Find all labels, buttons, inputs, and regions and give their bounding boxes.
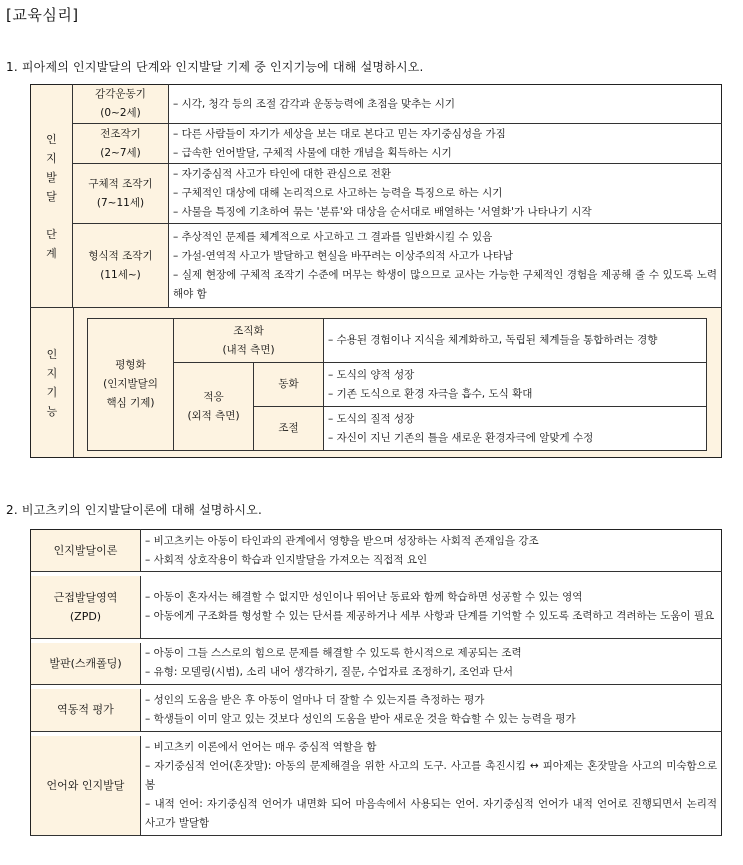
equilibration-table xyxy=(87,318,707,451)
organization-label: 조직화 (내적 측면) xyxy=(174,319,324,363)
row-label: 언어와 인지발달 xyxy=(31,736,141,836)
stage-description: – 자기중심적 사고가 타인에 대한 관심으로 전환 – 구체적인 대상에 대해 논리적으로 사고하는 능력을 특징으로 하는 시기 – 사물을 특징에 기초하여 묶는 '분류'와 대상을 순서대로 배열하는 '서열화'가 나타나기 시작 xyxy=(169,164,722,224)
row-label: 근접발달영역 (ZPD) xyxy=(31,576,141,638)
accommodation-label: 조절 xyxy=(254,407,324,451)
vygotsky-table xyxy=(30,529,722,836)
row-description: – 성인의 도움을 받은 후 아동이 얼마나 더 잘할 수 있는지를 측정하는 평가 – 학생들이 이미 알고 있는 것보다 성인의 도움을 받아 새로운 것을 학습할 수 있는 능력을 평가 xyxy=(141,689,722,731)
stage-name: 전조작기 (2~7세) xyxy=(73,124,169,164)
row-description: – 아동이 혼자서는 해결할 수 없지만 성인이나 뛰어난 동료와 함께 학습하면 성공할 수 있는 영역 – 아동에게 구조화를 형성할 수 있는 단서를 제공하거나 세부 사항과 단계를 기억할 수 있도록 조력하고 격려하는 도움이 필요 xyxy=(141,576,722,638)
stage-description: – 추상적인 문제를 체계적으로 사고하고 그 결과를 일반화시킬 수 있음 – 가설-연역적 사고가 발달하고 현실을 바꾸려는 이상주의적 사고가 나타남 – 실제 현장에 구체적 조작기 수준에 머무는 학생이 많으므로 교사는 가능한 구체적인 경험을 제공해 줄 수 있도록 노력해야 함 xyxy=(169,224,722,308)
organization-description: – 수용된 경험이나 지식을 체계화하고, 독립된 체계들을 통합하려는 경향 xyxy=(324,319,707,363)
cognitive-function-cell xyxy=(31,308,722,458)
stage-description: – 다른 사람들이 자기가 세상을 보는 대로 본다고 믿는 자기중심성을 가짐 – 급속한 언어발달, 구체적 사물에 대한 개념을 획득하는 시기 xyxy=(169,124,722,164)
stage-name: 형식적 조작기 (11세~) xyxy=(73,224,169,308)
accommodation-description: – 도식의 질적 성장 – 자신이 지닌 기존의 틀을 새로운 환경자극에 알맞게 수정 xyxy=(324,407,707,451)
assimilation-description: – 도식의 양적 성장 – 기존 도식으로 환경 자극을 흡수, 도식 확대 xyxy=(324,363,707,407)
section-title: [교육심리] xyxy=(6,6,79,24)
piaget-table xyxy=(30,84,722,458)
equilibration-label: 평형화 (인지발달의 핵심 기제) xyxy=(88,319,174,451)
stage-name: 감각운동기 (0~2세) xyxy=(73,85,169,124)
function-vertical-label: 인 지 기 능 xyxy=(31,308,74,457)
stage-name: 구체적 조작기 (7~11세) xyxy=(73,164,169,224)
row-label: 인지발달이론 xyxy=(31,530,141,572)
question-2-title: 2. 비고츠키의 인지발달이론에 대해 설명하시오. xyxy=(6,503,262,517)
row-description: – 비고츠키 이론에서 언어는 매우 중심적 역할을 함 – 자기중심적 언어(혼잣말): 아동의 문제해결을 위한 사고의 도구. 사고를 촉진시킴 ↔ 피아제는 혼잣말을 사고의 미숙함으로 봄 – 내적 언어: 자기중심적 언어가 내면화 되어 마음속에서 사용되는 언어. 자기중심적 언어가 내적 언어로 진행되면서 논리적 사고가 발달함 xyxy=(141,736,722,836)
row-description: – 아동이 그들 스스로의 힘으로 문제를 해결할 수 있도록 한시적으로 제공되는 조력 – 유형: 모델링(시범), 소리 내어 생각하기, 질문, 수업자료 조정하기, 조언과 단서 xyxy=(141,643,722,685)
question-1-title: 1. 피아제의 인지발달의 단계와 인지발달 기제 중 인지기능에 대해 설명하시오. xyxy=(6,60,424,74)
stage-description: – 시각, 청각 등의 조절 감각과 운동능력에 초점을 맞추는 시기 xyxy=(169,85,722,124)
adaptation-label: 적응 (외적 측면) xyxy=(174,363,254,451)
row-label: 역동적 평가 xyxy=(31,689,141,731)
row-label: 발판(스캐폴딩) xyxy=(31,643,141,685)
stage-vertical-label: 인 지 발 달 단 계 xyxy=(31,85,73,308)
row-description: – 비고츠키는 아동이 타인과의 관계에서 영향을 받으며 성장하는 사회적 존재임을 강조 – 사회적 상호작용이 학습과 인지발달을 가져오는 직접적 요인 xyxy=(141,530,722,572)
assimilation-label: 동화 xyxy=(254,363,324,407)
